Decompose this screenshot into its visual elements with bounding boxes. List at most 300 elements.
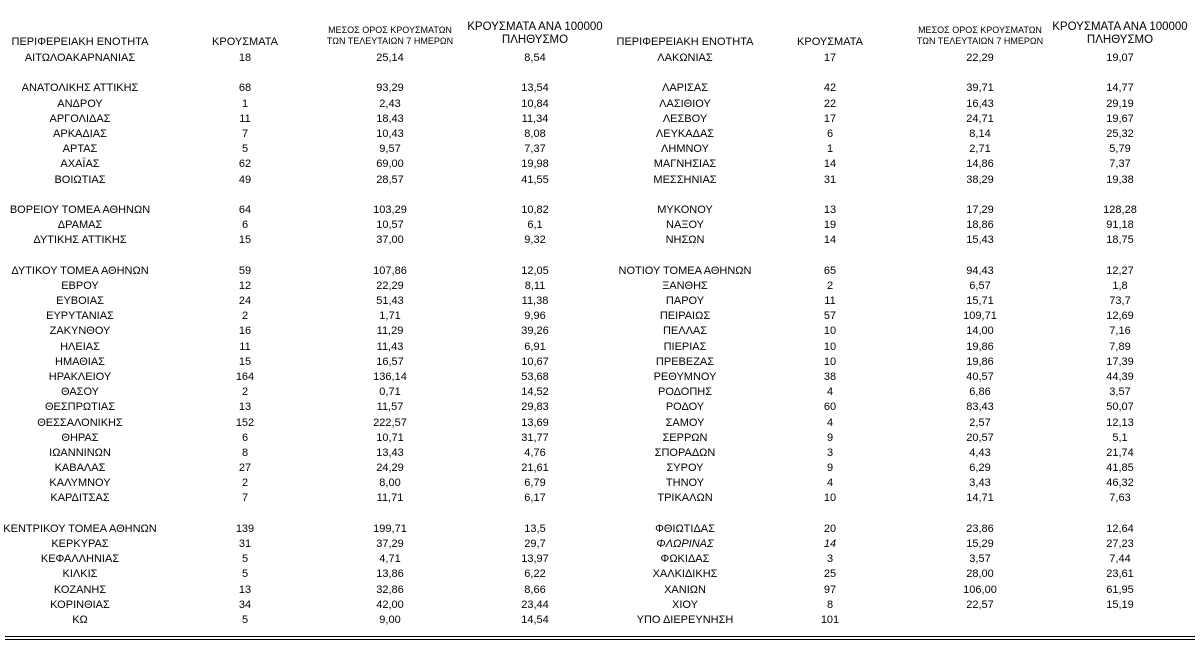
cell-avg-7-days: 2,57: [969, 416, 991, 429]
cell-cases: 13: [238, 583, 252, 596]
cell-avg-7-days: 8,14: [969, 127, 991, 140]
cell-region: ΠΑΡΟΥ: [665, 295, 705, 307]
cell-cases: 6: [826, 127, 834, 140]
table-row: [600, 264, 1200, 279]
cell-region: ΛΗΜΝΟΥ: [661, 143, 709, 156]
cell-region: ΥΠΟ ΔΙΕΡΕΥΝΗΣΗ: [636, 613, 734, 626]
table-row: [0, 370, 600, 385]
cell-region: ΝΑΞΟΥ: [666, 219, 704, 232]
cell-region: ΠΕΛΛΑΣ: [662, 325, 708, 338]
cell-region: ΞΑΝΘΗΣ: [662, 279, 708, 292]
cell-cases: 13: [823, 203, 837, 216]
cell-per-100k: 18,75: [1106, 234, 1134, 247]
cell-per-100k: 8,54: [524, 52, 546, 64]
cell-cases: 62: [238, 158, 252, 171]
table-spacer-row: [0, 507, 600, 522]
table-row: [0, 552, 600, 567]
table-row: [0, 173, 600, 188]
header-region-2: ΠΕΡΙΦΕΡΕΙΑΚΗ ΕΝΟΤΗΤΑ: [616, 36, 754, 48]
cell-cases: 9: [826, 431, 834, 444]
cell-region: ΚΟΖΑΝΗΣ: [53, 583, 107, 596]
cell-per-100k: 50,07: [1106, 401, 1134, 414]
cell-cases: 17: [823, 52, 837, 64]
table-row: [600, 157, 1200, 172]
table-row: [0, 491, 600, 506]
cell-cases: 139: [235, 522, 255, 535]
cell-per-100k: 8,11: [524, 279, 546, 292]
cell-cases: 31: [238, 538, 252, 550]
cell-cases: 8: [826, 598, 834, 611]
table-row: [600, 51, 1200, 66]
table-row: [0, 112, 600, 127]
cell-cases: 5: [241, 553, 249, 566]
cell-region: ΜΥΚΟΝΟΥ: [657, 203, 713, 216]
cell-cases: 34: [238, 598, 252, 611]
cell-per-100k: 23,44: [521, 598, 549, 611]
cell-region: ΡΕΘΥΜΝΟΥ: [653, 370, 717, 383]
cell-avg-7-days: 19,86: [966, 355, 994, 368]
cell-cases: 6: [241, 431, 249, 444]
cell-avg-7-days: 10,43: [376, 127, 404, 140]
cell-avg-7-days: 2,43: [379, 97, 401, 110]
cell-region: ΔΥΤΙΚΗΣ ΑΤΤΙΚΗΣ: [33, 234, 127, 247]
cell-per-100k: 14,52: [521, 386, 549, 399]
cell-avg-7-days: 1,71: [379, 310, 401, 323]
table-row: [600, 142, 1200, 157]
table-row: [600, 127, 1200, 142]
table-row: [0, 51, 600, 66]
cell-cases: 17: [823, 112, 837, 125]
table-row: [0, 203, 600, 218]
bottom-rule-2: [5, 639, 1195, 640]
table-row: [0, 567, 600, 582]
cell-avg-7-days: 94,43: [966, 264, 994, 277]
cell-cases: 14: [823, 158, 837, 171]
cell-region: ΚΕΦΑΛΛΗΝΙΑΣ: [40, 553, 120, 566]
cell-per-100k: 23,61: [1106, 568, 1134, 581]
cell-region: ΧΑΛΚΙΔΙΚΗΣ: [652, 568, 718, 581]
cell-per-100k: 6,79: [524, 477, 546, 490]
header-cases: ΚΡΟΥΣΜΑΤΑ: [212, 36, 278, 48]
cell-region: ΚΑΡΔΙΤΣΑΣ: [50, 492, 110, 505]
cell-region: ΔΥΤΙΚΟΥ ΤΟΜΕΑ ΑΘΗΝΩΝ: [11, 264, 149, 277]
cell-per-100k: 7,37: [1109, 158, 1131, 171]
cell-per-100k: 12,64: [1106, 522, 1134, 535]
cell-per-100k: 10,67: [521, 355, 549, 368]
cell-region: ΚΑΛΥΜΝΟΥ: [49, 477, 111, 490]
cell-avg-7-days: 38,29: [966, 173, 994, 186]
cell-avg-7-days: 16,43: [966, 97, 994, 110]
cell-per-100k: 13,97: [521, 553, 549, 566]
cell-avg-7-days: 3,43: [969, 477, 991, 490]
table-row: [0, 583, 600, 598]
cell-region: ΗΡΑΚΛΕΙΟΥ: [48, 370, 112, 383]
cell-region: ΕΥΒΟΙΑΣ: [56, 295, 104, 307]
cell-cases: 4: [826, 477, 834, 490]
cell-per-100k: 4,76: [524, 446, 546, 459]
header-per-100k: [455, 21, 615, 47]
cell-avg-7-days: 18,43: [376, 112, 404, 125]
cell-region: ΑΡΤΑΣ: [62, 143, 98, 156]
cell-avg-7-days: 11,43: [376, 340, 404, 353]
table-row: [600, 340, 1200, 355]
table-row: [0, 446, 600, 461]
cell-avg-7-days: 28,00: [966, 568, 994, 581]
cell-region: ΧΙΟΥ: [672, 598, 698, 611]
cell-avg-7-days: 6,29: [969, 462, 991, 475]
header-avg-line1: ΜΕΣΟΣ ΟΡΟΣ ΚΡΟΥΣΜΑΤΩΝ: [328, 25, 452, 35]
cell-region: ΕΥΡΥΤΑΝΙΑΣ: [46, 310, 114, 323]
cell-avg-7-days: 107,86: [373, 264, 407, 277]
cell-cases: 16: [238, 325, 252, 338]
cell-cases: 3: [826, 553, 834, 566]
cell-per-100k: 13,54: [521, 82, 549, 95]
table-row: [600, 567, 1200, 582]
table-row: [600, 416, 1200, 431]
cell-cases: 14: [823, 538, 837, 550]
cell-avg-7-days: 0,71: [379, 386, 401, 399]
cell-per-100k: 25,32: [1106, 127, 1134, 140]
cell-cases: 2: [241, 477, 249, 490]
cell-region: ΙΩΑΝΝΙΝΩΝ: [49, 446, 111, 459]
table-row: [0, 385, 600, 400]
cell-avg-7-days: 222,57: [373, 416, 407, 429]
cell-region: ΣΠΟΡΑΔΩΝ: [654, 446, 716, 459]
cell-per-100k: 39,26: [521, 325, 549, 338]
cell-region: ΜΕΣΣΗΝΙΑΣ: [653, 173, 717, 186]
table-row: [0, 340, 600, 355]
cell-avg-7-days: 6,86: [969, 386, 991, 399]
table-row: [600, 613, 1200, 628]
table-row: [600, 446, 1200, 461]
cell-cases: 7: [241, 127, 249, 140]
header-avg-line1-2: ΜΕΣΟΣ ΟΡΟΣ ΚΡΟΥΣΜΑΤΩΝ: [918, 25, 1042, 35]
table-row: [600, 491, 1200, 506]
cell-region: ΚΕΡΚΥΡΑΣ: [51, 538, 109, 550]
cell-cases: 8: [241, 446, 249, 459]
cell-per-100k: 12,05: [521, 264, 549, 277]
cell-region: ΚΩ: [72, 613, 88, 626]
cell-avg-7-days: 13,43: [376, 446, 404, 459]
bottom-rule-1: [5, 636, 1195, 637]
cell-cases: 31: [823, 173, 837, 186]
table-left-half: [0, 0, 603, 630]
cell-avg-7-days: 24,29: [376, 462, 404, 475]
cell-region: ΤΡΙΚΑΛΩΝ: [657, 492, 713, 505]
cell-avg-7-days: 15,71: [966, 295, 994, 307]
cell-region: ΒΟΡΕΙΟΥ ΤΟΜΕΑ ΑΘΗΝΩΝ: [9, 203, 151, 216]
cell-per-100k: 9,32: [524, 234, 546, 247]
cell-avg-7-days: 83,43: [966, 401, 994, 414]
header-cases-2: ΚΡΟΥΣΜΑΤΑ: [797, 36, 863, 48]
table-spacer-row: [600, 66, 1200, 81]
table-row: [0, 127, 600, 142]
cell-cases: 4: [826, 386, 834, 399]
cell-per-100k: 19,67: [1106, 112, 1134, 125]
right-rows: [600, 51, 1200, 628]
cell-region: ΑΝΑΤΟΛΙΚΗΣ ΑΤΤΙΚΗΣ: [21, 82, 139, 95]
cell-per-100k: 7,44: [1109, 553, 1131, 566]
table-row: [600, 552, 1200, 567]
cell-per-100k: 9,96: [524, 310, 546, 323]
header-per-100k-2: [1040, 21, 1200, 47]
cell-cases: 10: [823, 492, 837, 505]
table-row: [0, 218, 600, 233]
cell-cases: 1: [241, 97, 249, 110]
cell-region: ΦΩΚΙΔΑΣ: [660, 553, 710, 566]
cell-region: ΡΟΔΟΠΗΣ: [657, 386, 713, 399]
cell-cases: 19: [823, 219, 837, 232]
cell-region: ΗΜΑΘΙΑΣ: [55, 355, 105, 368]
cell-region: ΛΑΡΙΣΑΣ: [661, 82, 708, 95]
cell-per-100k: 21,74: [1106, 446, 1134, 459]
cell-per-100k: 61,95: [1106, 583, 1134, 596]
cell-avg-7-days: 103,29: [373, 203, 407, 216]
cell-avg-7-days: 28,57: [376, 173, 404, 186]
cell-per-100k: 41,55: [521, 173, 549, 186]
cell-cases: 97: [823, 583, 837, 596]
table-row: [0, 355, 600, 370]
table-row: [600, 218, 1200, 233]
cell-avg-7-days: 25,14: [376, 52, 404, 64]
table-row: [0, 97, 600, 112]
table-spacer-row: [0, 66, 600, 81]
table-spacer-row: [0, 248, 600, 263]
cell-per-100k: 73,7: [1109, 295, 1131, 307]
cell-region: ΚΑΒΑΛΑΣ: [54, 462, 106, 475]
cell-avg-7-days: 14,71: [966, 492, 994, 505]
cell-avg-7-days: 2,71: [969, 143, 991, 156]
cell-region: ΚΕΝΤΡΙΚΟΥ ΤΟΜΕΑ ΑΘΗΝΩΝ: [3, 522, 157, 535]
cell-avg-7-days: 10,71: [376, 431, 404, 444]
header-per100k-line2: ΠΛΗΘΥΣΜΟ: [501, 34, 569, 46]
cell-per-100k: 12,69: [1106, 310, 1134, 323]
table-spacer-row: [600, 507, 1200, 522]
header-per100k-line1-2: ΚΡΟΥΣΜΑΤΑ ΑΝΑ 100000: [1052, 21, 1188, 33]
cell-per-100k: 128,28: [1103, 203, 1137, 216]
cell-cases: 15: [238, 355, 252, 368]
cell-per-100k: 29,83: [521, 401, 549, 414]
cell-per-100k: 17,39: [1106, 355, 1134, 368]
cell-cases: 164: [235, 370, 255, 383]
table-row: [0, 233, 600, 248]
cell-cases: 20: [823, 522, 837, 535]
cell-avg-7-days: 11,71: [376, 492, 404, 505]
cell-region: ΧΑΝΙΩΝ: [664, 583, 706, 596]
cell-region: ΛΑΣΙΘΙΟΥ: [659, 97, 711, 110]
cell-region: ΗΛΕΙΑΣ: [60, 340, 100, 353]
cell-region: ΦΘΙΩΤΙΔΑΣ: [655, 522, 715, 535]
cell-region: ΛΑΚΩΝΙΑΣ: [657, 52, 713, 64]
cell-region: ΑΝΔΡΟΥ: [57, 97, 103, 110]
cell-per-100k: 14,77: [1106, 82, 1134, 95]
cell-region: ΦΛΩΡΙΝΑΣ: [656, 538, 714, 550]
cell-cases: 10: [823, 355, 837, 368]
header-avg-line2-2: ΤΩΝ ΤΕΛΕΥΤΑΙΩΝ 7 ΗΜΕΡΩΝ: [916, 36, 1044, 46]
cell-avg-7-days: 22,29: [966, 52, 994, 64]
cell-cases: 101: [820, 613, 840, 626]
table-row: [0, 461, 600, 476]
table-row: [600, 476, 1200, 491]
cell-avg-7-days: 9,57: [379, 143, 401, 156]
cell-avg-7-days: 13,86: [376, 568, 404, 581]
cell-region: ΠΡΕΒΕΖΑΣ: [655, 355, 715, 368]
cell-per-100k: 1,8: [1112, 279, 1128, 292]
table-row: [0, 598, 600, 613]
cell-per-100k: 19,38: [1106, 173, 1134, 186]
cell-per-100k: 6,22: [524, 568, 546, 581]
cell-region: ΔΡΑΜΑΣ: [57, 219, 103, 232]
cell-cases: 2: [826, 279, 834, 292]
cell-avg-7-days: 69,00: [376, 158, 404, 171]
cell-cases: 5: [241, 568, 249, 581]
table-row: [0, 157, 600, 172]
cell-per-100k: 8,08: [524, 127, 546, 140]
cell-cases: 5: [241, 613, 249, 626]
cell-cases: 11: [824, 295, 836, 307]
cell-per-100k: 44,39: [1106, 370, 1134, 383]
cell-per-100k: 6,17: [524, 492, 546, 505]
cell-per-100k: 6,1: [527, 219, 543, 232]
cell-avg-7-days: 22,29: [376, 279, 404, 292]
cell-avg-7-days: 8,00: [379, 477, 401, 490]
cell-cases: 6: [241, 219, 249, 232]
table-row: [600, 173, 1200, 188]
cell-per-100k: 14,54: [521, 613, 549, 626]
cell-avg-7-days: 51,43: [376, 295, 404, 307]
cell-region: ΣΑΜΟΥ: [665, 416, 705, 429]
cell-per-100k: 7,63: [1109, 492, 1131, 505]
cell-region: ΚΟΡΙΝΘΙΑΣ: [50, 598, 110, 611]
table-spacer-row: [600, 188, 1200, 203]
table-row: [0, 400, 600, 415]
cell-per-100k: 19,98: [521, 158, 549, 171]
table-row: [600, 324, 1200, 339]
cell-per-100k: 13,5: [524, 522, 546, 535]
cell-per-100k: 13,69: [521, 416, 549, 429]
cell-per-100k: 12,13: [1106, 416, 1134, 429]
table-row: [600, 385, 1200, 400]
cell-region: ΡΟΔΟΥ: [665, 401, 705, 414]
table-row: [0, 309, 600, 324]
cell-cases: 12: [238, 279, 252, 292]
cell-per-100k: 10,82: [521, 203, 549, 216]
header-avg-7-days-2: [900, 25, 1060, 47]
cell-region: ΚΙΛΚΙΣ: [62, 568, 98, 581]
cell-per-100k: 5,1: [1112, 431, 1128, 444]
cell-region: ΠΙΕΡΙΑΣ: [663, 340, 707, 353]
cell-avg-7-days: 199,71: [373, 522, 407, 535]
cell-region: ΣΕΡΡΩΝ: [662, 431, 708, 444]
table-row: [600, 203, 1200, 218]
cell-region: ΛΕΣΒΟΥ: [662, 112, 708, 125]
cell-per-100k: 11,38: [521, 295, 549, 307]
cell-region: ΤΗΝΟΥ: [665, 477, 705, 490]
cell-avg-7-days: 14,86: [966, 158, 994, 171]
table-spacer-row: [600, 248, 1200, 263]
cell-cases: 9: [826, 462, 834, 475]
cell-avg-7-days: 40,57: [966, 370, 994, 383]
cell-region: ΜΑΓΝΗΣΙΑΣ: [653, 158, 717, 171]
cell-cases: 15: [238, 234, 252, 247]
cell-avg-7-days: 15,43: [966, 234, 994, 247]
table-row: [600, 233, 1200, 248]
cell-cases: 152: [235, 416, 255, 429]
cell-region: ΕΒΡΟΥ: [61, 279, 99, 292]
table-row: [600, 522, 1200, 537]
cell-cases: 25: [823, 568, 837, 581]
table-row: [600, 583, 1200, 598]
cell-per-100k: 46,32: [1106, 477, 1134, 490]
cell-cases: 10: [823, 340, 837, 353]
cell-cases: 11: [239, 112, 251, 125]
header-avg-7-days: [310, 25, 470, 47]
cell-per-100k: 11,34: [521, 112, 549, 125]
table-right-half: [600, 0, 1200, 630]
cell-per-100k: 53,68: [521, 370, 549, 383]
cell-avg-7-days: 16,57: [376, 355, 404, 368]
cell-per-100k: 5,79: [1109, 143, 1131, 156]
cell-per-100k: 29,19: [1106, 97, 1134, 110]
cell-per-100k: 41,85: [1106, 462, 1134, 475]
cell-cases: 59: [238, 264, 252, 277]
cell-per-100k: 15,19: [1106, 598, 1134, 611]
cell-avg-7-days: 22,57: [966, 598, 994, 611]
table-row: [0, 476, 600, 491]
table-row: [0, 294, 600, 309]
cell-cases: 60: [823, 401, 837, 414]
table-row: [0, 324, 600, 339]
cell-per-100k: 21,61: [521, 462, 549, 475]
cell-avg-7-days: 37,00: [376, 234, 404, 247]
cell-cases: 24: [238, 295, 252, 307]
cell-region: ΖΑΚΥΝΘΟΥ: [49, 325, 111, 338]
cell-cases: 2: [241, 310, 249, 323]
cell-avg-7-days: 19,86: [966, 340, 994, 353]
table-row: [600, 97, 1200, 112]
cell-region: ΑΡΓΟΛΙΔΑΣ: [49, 112, 111, 125]
cell-avg-7-days: 109,71: [963, 310, 997, 323]
cell-avg-7-days: 23,86: [966, 522, 994, 535]
cell-per-100k: 7,89: [1109, 340, 1131, 353]
cell-avg-7-days: 4,43: [969, 446, 991, 459]
cell-cases: 13: [238, 401, 252, 414]
cell-per-100k: 6,91: [524, 340, 546, 353]
cell-cases: 3: [826, 446, 834, 459]
cell-region: ΑΡΚΑΔΙΑΣ: [53, 127, 107, 140]
cell-avg-7-days: 24,71: [966, 112, 994, 125]
cell-avg-7-days: 39,71: [966, 82, 994, 95]
cell-region: ΘΕΣΣΑΛΟΝΙΚΗΣ: [37, 416, 123, 429]
table-row: [600, 309, 1200, 324]
cell-cases: 1: [826, 143, 834, 156]
table-row: [0, 416, 600, 431]
cell-avg-7-days: 9,00: [379, 613, 401, 626]
cell-avg-7-days: 6,57: [969, 279, 991, 292]
cell-region: ΛΕΥΚΑΔΑΣ: [655, 127, 715, 140]
cell-cases: 38: [823, 370, 837, 383]
cell-avg-7-days: 17,29: [966, 203, 994, 216]
cell-region: ΒΟΙΩΤΙΑΣ: [54, 173, 106, 186]
cell-avg-7-days: 14,00: [966, 325, 994, 338]
cell-region: ΝΗΣΩΝ: [665, 234, 705, 247]
cell-region: ΘΑΣΟΥ: [60, 386, 100, 399]
cell-avg-7-days: 4,71: [379, 553, 401, 566]
table-row: [600, 112, 1200, 127]
table-row: [0, 537, 600, 552]
cell-cases: 7: [241, 492, 249, 505]
table-row: [0, 279, 600, 294]
